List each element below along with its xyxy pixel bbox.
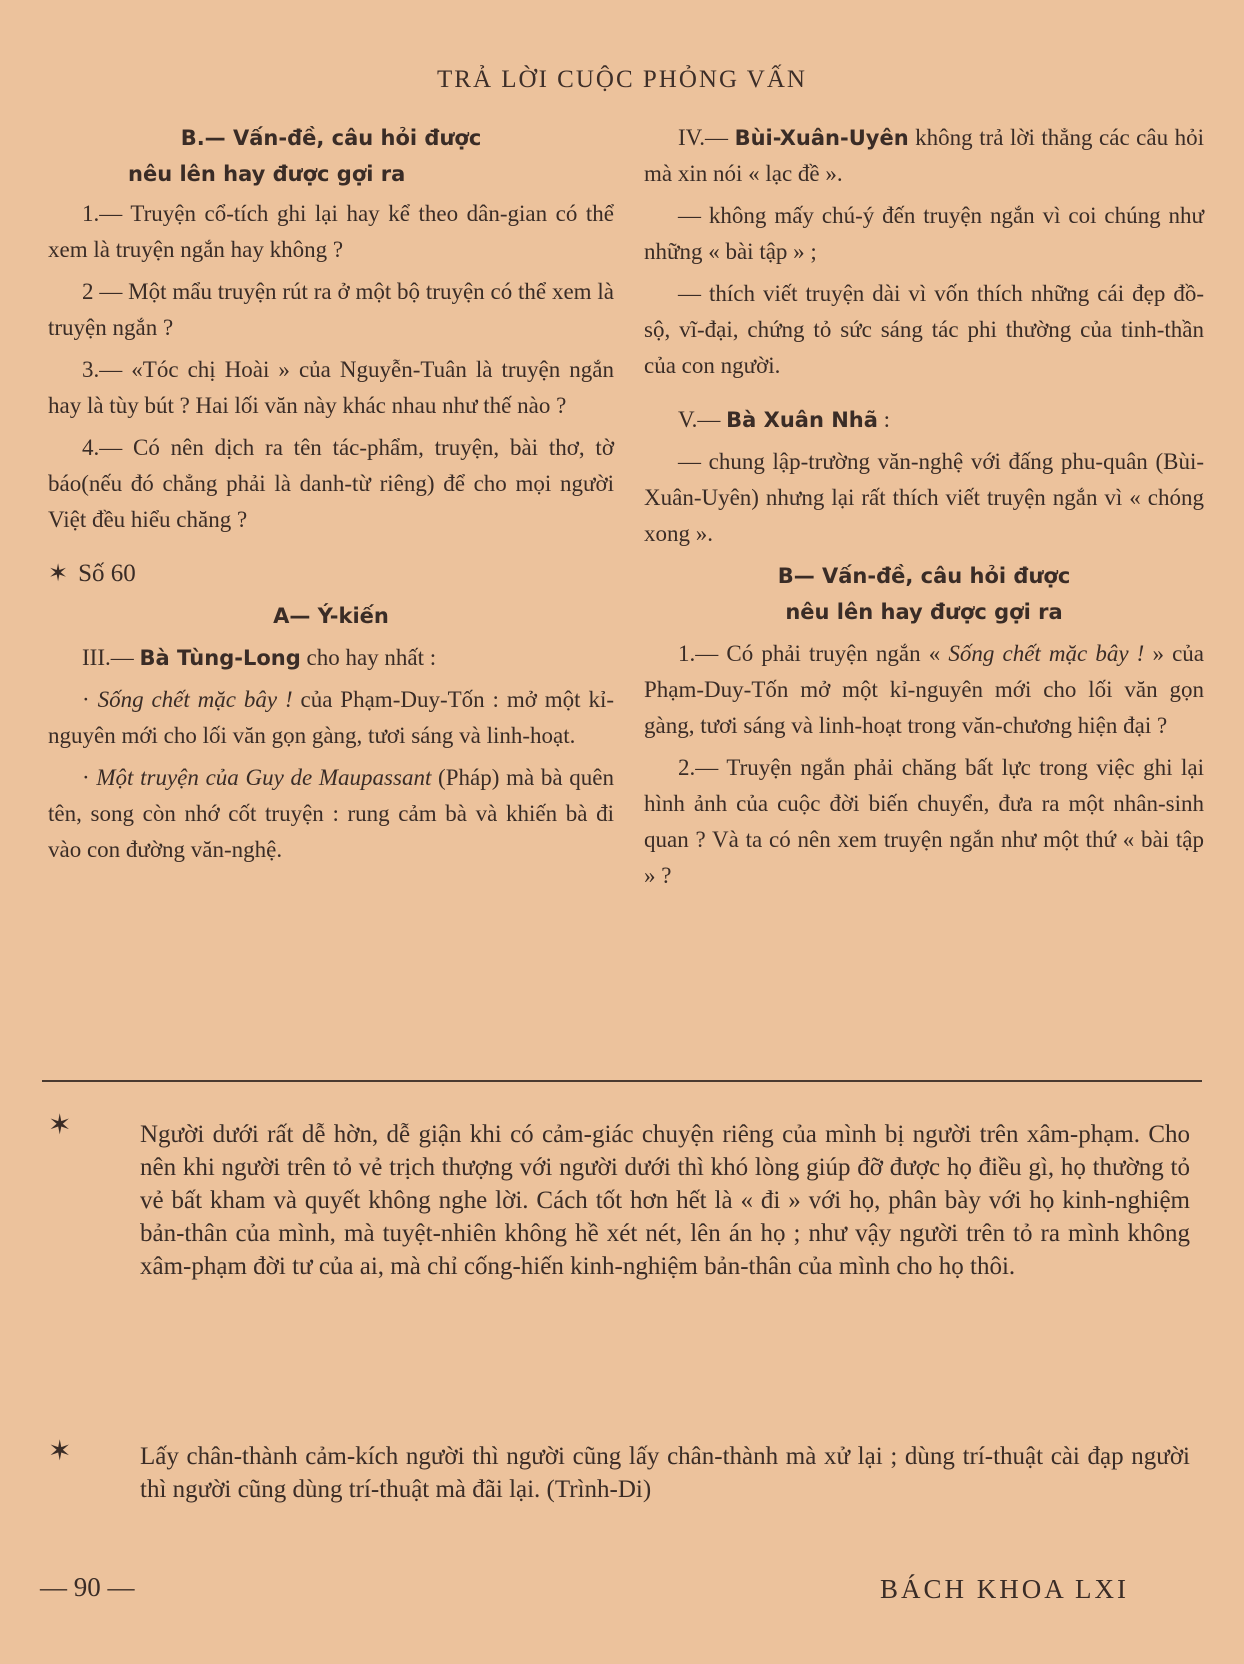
iii-item-1: · Sống chết mặc bây ! của Phạm-Duy-Tốn : mở một kỉ-nguyên mới cho lối văn gọn gàng, tươi sáng và linh-hoạt. (48, 687, 614, 748)
a-heading: A— Ý-kiến (273, 604, 389, 628)
magazine-name: BÁCH KHOA LXI (880, 1574, 1130, 1604)
quote-2-text: Lấy chân-thành cảm-kích người thì người cũng lấy chân-thành mà xử lại ; dùng trí-thuật cài đạp người thì người cũng dùng trí-thuật mà đãi lại. (Trình-Di) (140, 1443, 1190, 1503)
q1-prefix: 1.— Có phải truyện ngắn « (678, 641, 949, 666)
v-suffix: : (877, 407, 891, 432)
interviewee-iv (644, 120, 1204, 192)
iv-suffix: không trả lời thẳng các câu hỏi mà xin nói « lạc đề ». (644, 125, 1204, 186)
iii-item-2-text: (Pháp) mà bà quên tên, song còn nhớ cốt truyện : rung cảm bà và khiến bà đi vào con đường văn-nghệ. (48, 765, 614, 862)
quote-1-text: Người dưới rất dễ hờn, dễ giận khi có cảm-giác chuyện riêng của mình bị người trên xâm-phạm. Cho nên khi người trên tỏ vẻ trịch thượng với người dưới thì khó lòng giúp đỡ được họ điều gì, họ thường tỏ vẻ bất kham và quyết không nghe lời. Cách tốt hơn hết là « đi » với họ, phân bày với họ kinh-nghiệm bản-thân của mình, mà tuyệt-nhiên không hề xét nét, lên án họ ; như vậy người trên tỏ ra mình không xâm-phạm đời tư của ai, mà chỉ cống-hiến kinh-nghiệm bản-thân của mình cho họ thôi. (140, 1121, 1190, 1280)
quote-1-star-icon: ✶ (48, 1110, 72, 1141)
right-question-1 (644, 636, 1204, 744)
v-point-1: — chung lập-trường văn-nghệ với đấng phu-quân (Bùi-Xuân-Uyên) nhưng lại rất thích viết truyện ngắn vì « chóng xong ». (644, 449, 1204, 546)
right-b-heading-line2: nêu lên hay được gợi ra (785, 600, 1063, 624)
section-divider (42, 1080, 1202, 1082)
star-icon: ✶ (48, 561, 69, 587)
iii-suffix: cho hay nhất : (300, 645, 437, 670)
iii-prefix: III.— (82, 645, 140, 670)
iii-name: Bà Tùng-Long (139, 646, 301, 670)
v-name: Bà Xuân Nhã (726, 408, 878, 432)
left-question-3: 3.— «Tóc chị Hoài » của Nguyễn-Tuân là truyện ngắn hay là tùy bút ? Hai lối văn này khác nhau như thế nào ? (48, 357, 614, 418)
left-question-4: 4.— Có nên dịch ra tên tác-phẩm, truyện, bài thơ, tờ báo(nếu đó chẳng phải là danh-từ riêng) để cho mọi người Việt đều hiểu chăng ? (48, 435, 614, 532)
quote-2 (140, 1440, 1190, 1506)
iv-point-2: — thích viết truyện dài vì vốn thích những cái đẹp đồ-sộ, vĩ-đại, chứng tỏ sức sáng tác phi thường của tinh-thần của con người. (644, 281, 1204, 378)
left-column (48, 120, 614, 874)
page-title: TRẢ LỜI CUỘC PHỎNG VẤN (437, 66, 807, 93)
iii-item-1-title: Sống chết mặc bây ! (97, 687, 293, 712)
section-heading (48, 556, 614, 592)
interviewee-v (644, 402, 1204, 438)
iv-point-1: — không mấy chú-ý đến truyện ngắn vì coi chúng như những « bài tập » ; (644, 203, 1204, 264)
iii-item-1-text: của Phạm-Duy-Tốn : mở một kỉ-nguyên mới cho lối văn gọn gàng, tươi sáng và linh-hoạt. (48, 687, 614, 748)
left-b-heading-line1: B.— Vấn-đề, câu hỏi được (180, 126, 482, 150)
v-prefix: V.— (678, 407, 727, 432)
iii-item-2: · Một truyện của Guy de Maupassant (Pháp) mà bà quên tên, song còn nhớ cốt truyện : rung cảm bà và khiến bà đi vào con đường văn-nghệ. (48, 765, 614, 862)
page-number: — 90 — (40, 1572, 135, 1602)
q1-title: Sống chết mặc bây ! (948, 641, 1145, 666)
right-question-2: 2.— Truyện ngắn phải chăng bất lực trong việc ghi lại hình ảnh của cuộc đời biến chuyển, đưa ra một nhân-sinh quan ? Và ta có nên xem truyện ngắn như một thứ « bài tập » ? (644, 755, 1204, 888)
left-question-1: 1.— Truyện cổ-tích ghi lại hay kể theo dân-gian có thể xem là truyện ngắn hay không ? (48, 201, 614, 262)
quote-1 (140, 1118, 1190, 1283)
interviewee-iii (48, 640, 614, 676)
iv-name: Bùi-Xuân-Uyên (734, 126, 909, 150)
iv-prefix: IV.— (678, 125, 735, 150)
right-column (644, 120, 1204, 900)
q1-suffix: » của Phạm-Duy-Tốn mở một kỉ-nguyên mới cho lối văn gọn gàng, tươi sáng và linh-hoạt trong văn-chương hiện đại ? (644, 641, 1204, 738)
left-b-heading-line2: nêu lên hay được gợi ra (128, 162, 406, 186)
right-b-heading-line1: B— Vấn-đề, câu hỏi được (777, 564, 1071, 588)
section-title: Số 60 (78, 560, 136, 587)
quote-2-star-icon: ✶ (48, 1436, 72, 1467)
left-question-2: 2 — Một mẩu truyện rút ra ở một bộ truyện có thể xem là truyện ngắn ? (48, 279, 614, 340)
iii-item-2-title: Một truyện của Guy de Maupassant (96, 765, 432, 790)
